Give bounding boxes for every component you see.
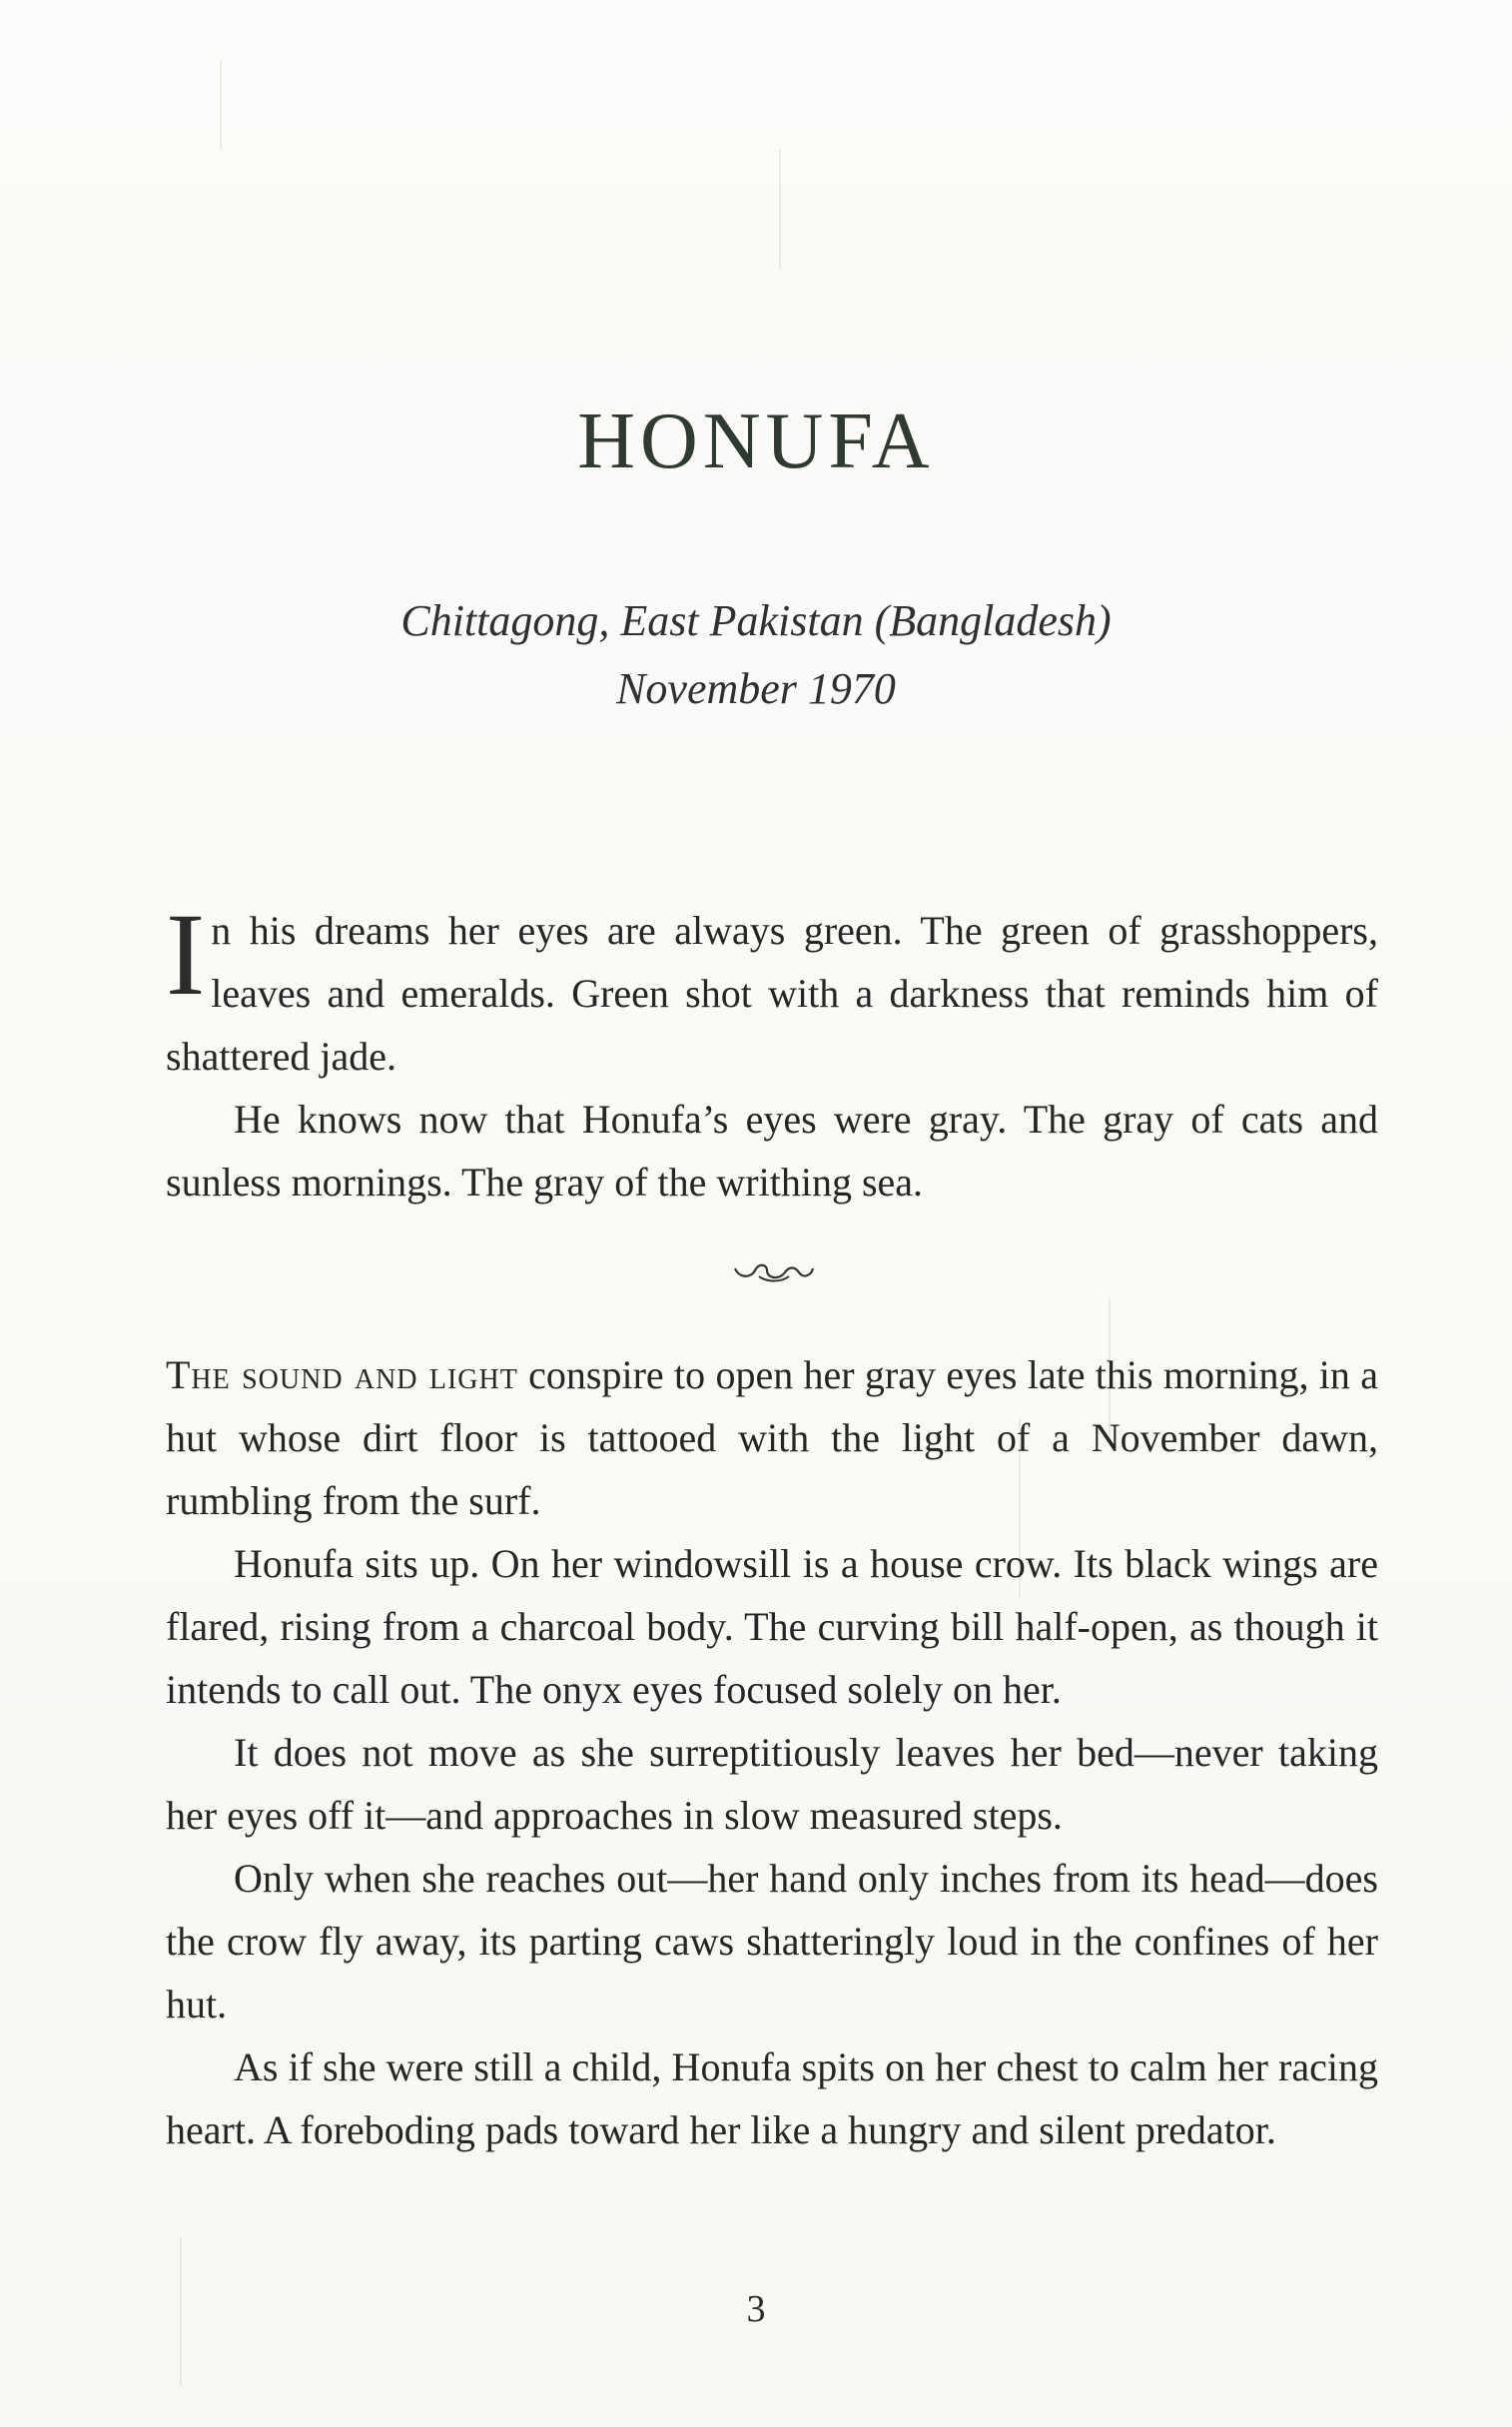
paragraph: He knows now that Honufa’s eyes were gray. The gray of cats and sunless mornings. The gray of the writhing sea.	[166, 1097, 1378, 1205]
paragraph-text: conspire to open her gray eyes late this morning, in a hut whose dirt floor is tattooed with the light of a November dawn, rumbling from the surf.	[166, 1352, 1378, 1523]
paragraph	[166, 889, 1378, 1088]
section-2	[166, 1343, 1378, 2161]
paragraph: It does not move as she surreptitiously leaves her bed—never taking her eyes off it—and approaches in slow measured steps.	[166, 1730, 1378, 1838]
scan-mark	[220, 60, 222, 150]
scroll-ornament-icon	[729, 1256, 819, 1286]
paragraph	[166, 1343, 1378, 1532]
chapter-date: November 1970	[616, 664, 896, 713]
paragraph: Only when she reaches out—her hand only inches from its head—does the crow fly away, its parting caws shatteringly loud in the confines of her hut.	[166, 1856, 1378, 2026]
page-number: 3	[746, 2288, 766, 2330]
paragraph-text: n his dreams her eyes are always green. The green of grasshoppers, leaves and emeralds. Green shot with a darkness that reminds him of shattered jade.	[166, 908, 1378, 1079]
drop-cap: I	[166, 889, 206, 1020]
chapter-title: HONUFA	[577, 398, 935, 485]
section-1	[166, 889, 1378, 1214]
paragraph: Honufa sits up. On her windowsill is a house crow. Its black wings are flared, rising from a charcoal body. The curving bill half-open, as though it intends to call out. The onyx eyes focused solely on her.	[166, 1541, 1378, 1712]
chapter-location: Chittagong, East Pakistan (Bangladesh)	[400, 596, 1112, 645]
lead-in: The sound and light	[166, 1352, 518, 1397]
scan-mark	[779, 150, 781, 270]
paragraph: As if she were still a child, Honufa spits on her chest to calm her racing heart. A foreboding pads toward her like a hungry and silent predator.	[166, 2044, 1378, 2152]
